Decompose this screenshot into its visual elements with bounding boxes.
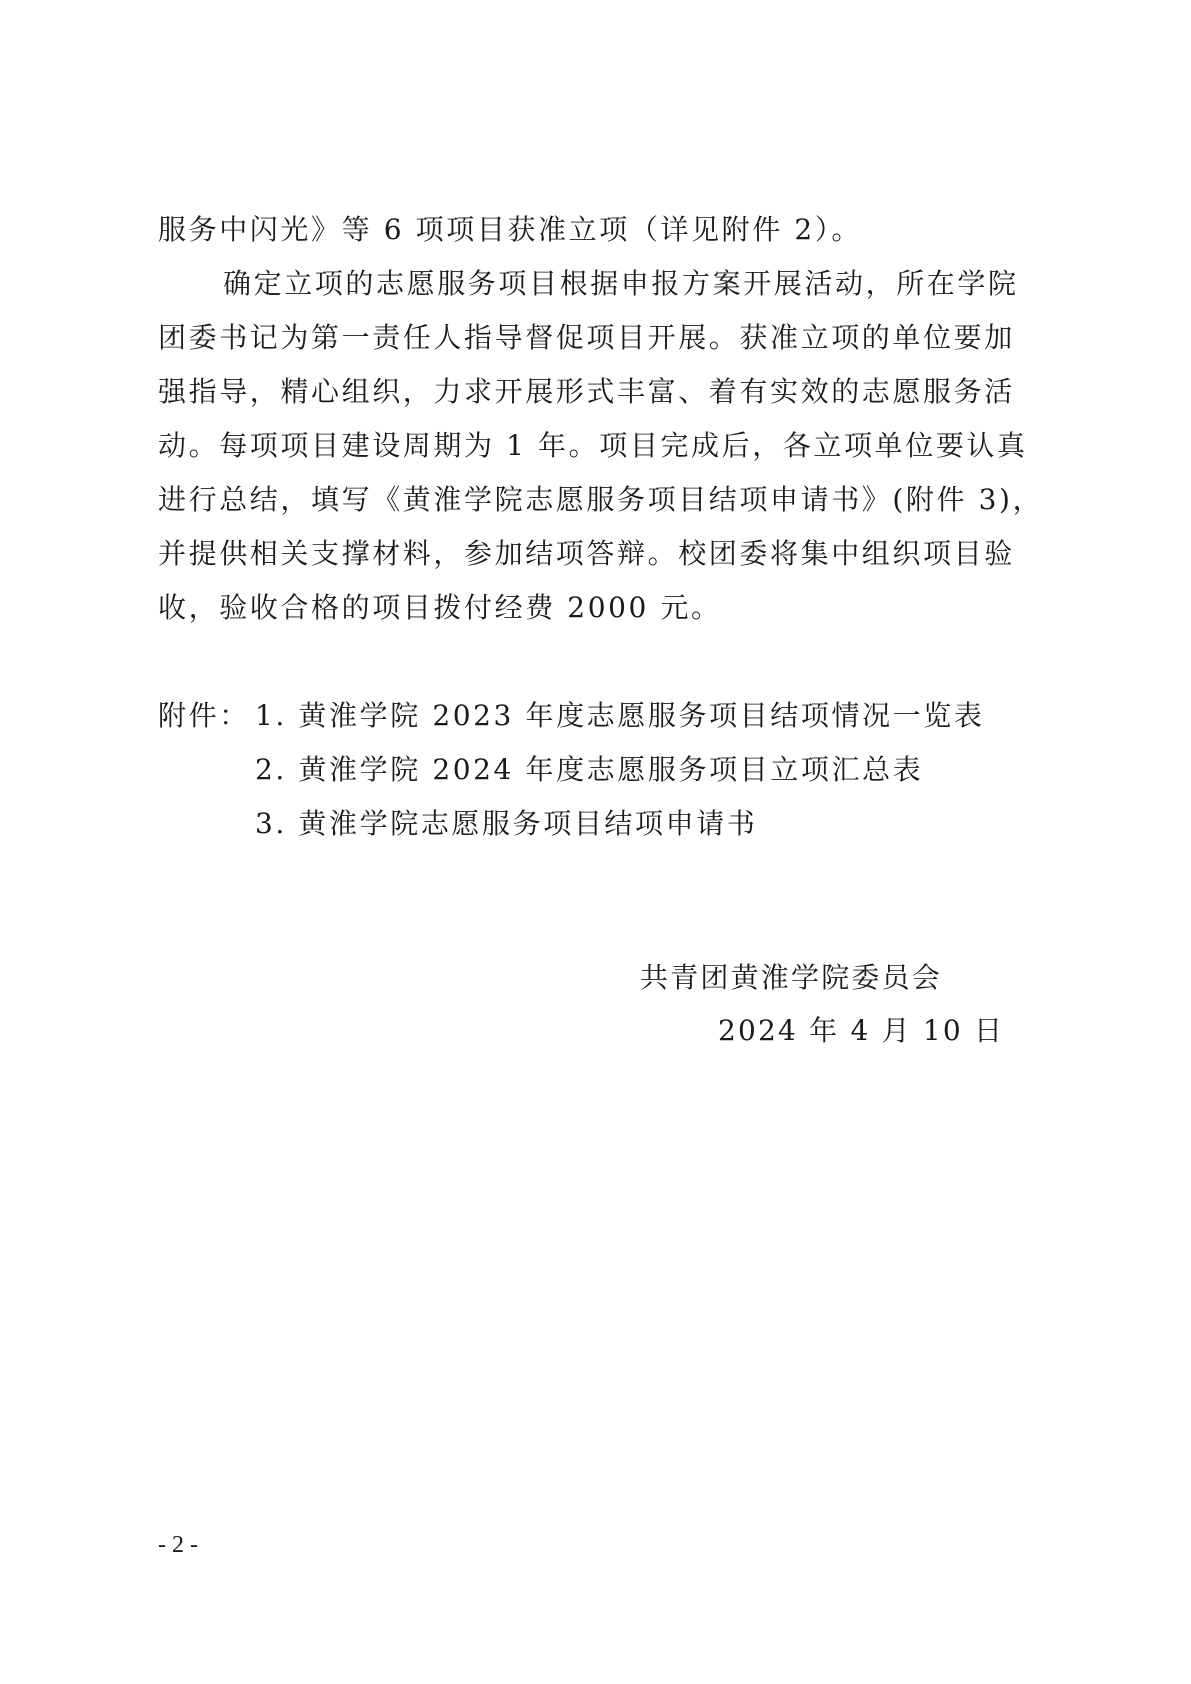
body-line-7: 并提供相关支撑材料，参加结项答辩。校团委将集中组织项目验	[158, 537, 1015, 570]
attachment-item-1: 1. 黄淮学院 2023 年度志愿服务项目结项情况一览表	[255, 699, 985, 732]
attachments-label: 附件：	[158, 699, 250, 732]
body-line-6: 进行总结，填写《黄淮学院志愿服务项目结项申请书》(附件 3)，	[158, 483, 1044, 516]
body-line-5: 动。每项项目建设周期为 1 年。项目完成后，各立项单位要认真	[158, 429, 1028, 462]
body-line-8: 收，验收合格的项目拨付经费 2000 元。	[158, 591, 722, 624]
page-number: - 2 -	[158, 1532, 198, 1558]
body-line-4: 强指导，精心组织，力求开展形式丰富、着有实效的志愿服务活	[158, 375, 1015, 408]
signature-organization: 共青团黄淮学院委员会	[640, 961, 943, 994]
attachment-item-2: 2. 黄淮学院 2024 年度志愿服务项目立项汇总表	[255, 753, 924, 786]
attachment-item-3: 3. 黄淮学院志愿服务项目结项申请书	[255, 807, 758, 840]
signature-date: 2024 年 4 月 10 日	[718, 1014, 1005, 1047]
body-line-3: 团委书记为第一责任人指导督促项目开展。获准立项的单位要加	[158, 321, 1015, 354]
body-line-2: 确定立项的志愿服务项目根据申报方案开展活动，所在学院	[223, 267, 1019, 300]
body-line-1: 服务中闪光》等 6 项项目获准立项（详见附件 2）。	[158, 213, 862, 246]
